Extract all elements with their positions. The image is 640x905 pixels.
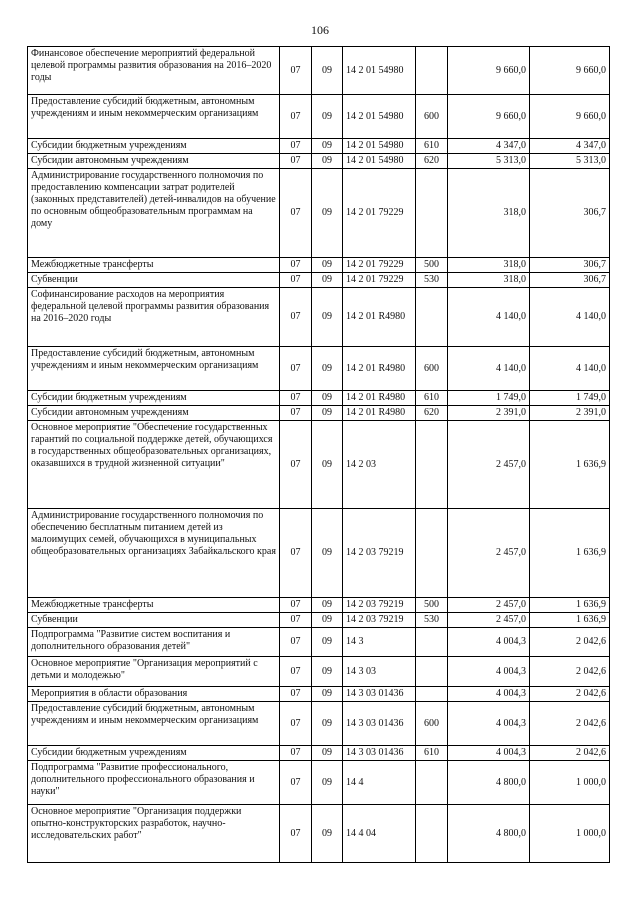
table-row xyxy=(28,258,610,273)
table-row xyxy=(28,391,610,406)
row-expense-type xyxy=(416,687,448,702)
row-subsection: 09 xyxy=(312,702,343,746)
row-section: 07 xyxy=(280,421,312,509)
table-row xyxy=(28,702,610,746)
row-amount-1: 4 347,0 xyxy=(448,139,530,154)
row-expense-type: 600 xyxy=(416,702,448,746)
row-name: Администрирование государственного полномочия по предоставлению компенсации затрат родителей (законных представителей) детей-инвалидов на обучение по основным общеобразовательным программам на дому xyxy=(28,169,280,258)
row-expense-type xyxy=(416,761,448,805)
table-row xyxy=(28,657,610,687)
row-section: 07 xyxy=(280,598,312,613)
row-expense-type xyxy=(416,47,448,95)
row-target-article: 14 3 xyxy=(343,628,416,657)
row-subsection: 09 xyxy=(312,761,343,805)
row-amount-1: 5 313,0 xyxy=(448,154,530,169)
row-name: Мероприятия в области образования xyxy=(28,687,280,702)
row-name: Субвенции xyxy=(28,273,280,288)
row-amount-1: 4 800,0 xyxy=(448,761,530,805)
row-amount-2: 5 313,0 xyxy=(530,154,610,169)
row-expense-type: 500 xyxy=(416,258,448,273)
row-amount-1: 318,0 xyxy=(448,273,530,288)
table-row xyxy=(28,95,610,139)
table-row xyxy=(28,169,610,258)
row-subsection: 09 xyxy=(312,687,343,702)
row-target-article: 14 3 03 01436 xyxy=(343,687,416,702)
row-target-article: 14 2 01 54980 xyxy=(343,154,416,169)
row-section: 07 xyxy=(280,687,312,702)
row-amount-1: 1 749,0 xyxy=(448,391,530,406)
row-target-article: 14 2 01 54980 xyxy=(343,47,416,95)
table-row xyxy=(28,347,610,391)
row-section: 07 xyxy=(280,509,312,598)
row-expense-type: 530 xyxy=(416,273,448,288)
row-amount-2: 9 660,0 xyxy=(530,95,610,139)
row-amount-2: 2 391,0 xyxy=(530,406,610,421)
row-name: Межбюджетные трансферты xyxy=(28,598,280,613)
row-amount-2: 2 042,6 xyxy=(530,628,610,657)
row-subsection: 09 xyxy=(312,347,343,391)
row-amount-2: 2 042,6 xyxy=(530,746,610,761)
row-section: 07 xyxy=(280,406,312,421)
row-section: 07 xyxy=(280,169,312,258)
table-row xyxy=(28,613,610,628)
row-target-article: 14 2 01 54980 xyxy=(343,95,416,139)
row-amount-2: 1 636,9 xyxy=(530,598,610,613)
row-subsection: 09 xyxy=(312,657,343,687)
row-target-article: 14 2 03 79219 xyxy=(343,598,416,613)
row-name: Субсидии бюджетным учреждениям xyxy=(28,391,280,406)
row-name: Основное мероприятие "Обеспечение государственных гарантий по социальной поддержке детей, обучающихся в государственных общеобразовательных организациях, оказавшихся в трудной жизненной ситуации" xyxy=(28,421,280,509)
row-name: Основное мероприятие "Организация поддержки опытно-конструкторских разработок, научно-исследовательских работ" xyxy=(28,805,280,863)
row-subsection: 09 xyxy=(312,47,343,95)
row-subsection: 09 xyxy=(312,273,343,288)
table-row xyxy=(28,288,610,347)
row-amount-2: 4 140,0 xyxy=(530,347,610,391)
row-amount-2: 4 347,0 xyxy=(530,139,610,154)
row-section: 07 xyxy=(280,805,312,863)
row-subsection: 09 xyxy=(312,258,343,273)
row-name: Подпрограмма "Развитие профессионального, дополнительного профессионального образования и науки" xyxy=(28,761,280,805)
table-row xyxy=(28,805,610,863)
row-name: Предоставление субсидий бюджетным, автономным учреждениям и иным некоммерческим организациям xyxy=(28,347,280,391)
table-row xyxy=(28,509,610,598)
row-subsection: 09 xyxy=(312,613,343,628)
row-expense-type: 610 xyxy=(416,139,448,154)
row-amount-1: 318,0 xyxy=(448,258,530,273)
row-subsection: 09 xyxy=(312,406,343,421)
row-target-article: 14 4 04 xyxy=(343,805,416,863)
row-expense-type: 530 xyxy=(416,613,448,628)
row-section: 07 xyxy=(280,47,312,95)
row-section: 07 xyxy=(280,628,312,657)
row-target-article: 14 2 01 R4980 xyxy=(343,288,416,347)
row-amount-1: 4 800,0 xyxy=(448,805,530,863)
table-row xyxy=(28,598,610,613)
row-section: 07 xyxy=(280,347,312,391)
row-expense-type xyxy=(416,628,448,657)
row-name: Субсидии автономным учреждениям xyxy=(28,154,280,169)
row-target-article: 14 2 01 79229 xyxy=(343,273,416,288)
row-amount-2: 1 636,9 xyxy=(530,509,610,598)
row-expense-type: 620 xyxy=(416,154,448,169)
row-amount-1: 2 457,0 xyxy=(448,421,530,509)
table-row xyxy=(28,628,610,657)
row-amount-1: 4 004,3 xyxy=(448,702,530,746)
row-subsection: 09 xyxy=(312,169,343,258)
table-row xyxy=(28,406,610,421)
row-section: 07 xyxy=(280,154,312,169)
row-amount-1: 2 457,0 xyxy=(448,613,530,628)
row-section: 07 xyxy=(280,95,312,139)
row-target-article: 14 3 03 xyxy=(343,657,416,687)
row-section: 07 xyxy=(280,761,312,805)
row-name: Подпрограмма "Развитие систем воспитания и дополнительного образования детей" xyxy=(28,628,280,657)
row-subsection: 09 xyxy=(312,746,343,761)
row-amount-2: 1 749,0 xyxy=(530,391,610,406)
row-subsection: 09 xyxy=(312,288,343,347)
row-section: 07 xyxy=(280,613,312,628)
row-expense-type xyxy=(416,421,448,509)
row-amount-1: 2 457,0 xyxy=(448,509,530,598)
row-name: Субвенции xyxy=(28,613,280,628)
row-subsection: 09 xyxy=(312,154,343,169)
row-section: 07 xyxy=(280,746,312,761)
row-target-article: 14 2 01 54980 xyxy=(343,139,416,154)
row-subsection: 09 xyxy=(312,805,343,863)
row-subsection: 09 xyxy=(312,421,343,509)
row-expense-type: 620 xyxy=(416,406,448,421)
row-amount-1: 4 004,3 xyxy=(448,628,530,657)
row-section: 07 xyxy=(280,139,312,154)
row-amount-1: 318,0 xyxy=(448,169,530,258)
row-target-article: 14 2 03 79219 xyxy=(343,509,416,598)
row-expense-type xyxy=(416,288,448,347)
row-subsection: 09 xyxy=(312,95,343,139)
row-amount-1: 4 140,0 xyxy=(448,347,530,391)
table-row xyxy=(28,761,610,805)
row-amount-2: 9 660,0 xyxy=(530,47,610,95)
row-amount-2: 1 000,0 xyxy=(530,761,610,805)
row-subsection: 09 xyxy=(312,509,343,598)
row-amount-1: 9 660,0 xyxy=(448,95,530,139)
row-target-article: 14 2 03 xyxy=(343,421,416,509)
row-expense-type xyxy=(416,509,448,598)
row-expense-type xyxy=(416,805,448,863)
table-row xyxy=(28,47,610,95)
row-target-article: 14 2 01 R4980 xyxy=(343,391,416,406)
row-amount-1: 4 004,3 xyxy=(448,746,530,761)
row-amount-2: 4 140,0 xyxy=(530,288,610,347)
row-target-article: 14 3 03 01436 xyxy=(343,746,416,761)
table-row xyxy=(28,154,610,169)
row-target-article: 14 2 01 R4980 xyxy=(343,406,416,421)
row-name: Субсидии бюджетным учреждениям xyxy=(28,139,280,154)
row-amount-1: 9 660,0 xyxy=(448,47,530,95)
row-amount-2: 306,7 xyxy=(530,273,610,288)
row-target-article: 14 2 01 79229 xyxy=(343,169,416,258)
row-amount-1: 2 457,0 xyxy=(448,598,530,613)
table-row xyxy=(28,139,610,154)
table-row xyxy=(28,421,610,509)
row-target-article: 14 2 03 79219 xyxy=(343,613,416,628)
row-name: Субсидии автономным учреждениям xyxy=(28,406,280,421)
row-expense-type: 610 xyxy=(416,746,448,761)
budget-table-body xyxy=(28,47,610,863)
row-name: Предоставление субсидий бюджетным, автономным учреждениям и иным некоммерческим организациям xyxy=(28,702,280,746)
row-name: Администрирование государственного полномочия по обеспечению бесплатным питанием детей из малоимущих семей, обучающихся в муниципальных общеобразовательных организациях Забайкальского края xyxy=(28,509,280,598)
row-amount-1: 4 004,3 xyxy=(448,687,530,702)
row-section: 07 xyxy=(280,702,312,746)
row-subsection: 09 xyxy=(312,139,343,154)
row-name: Софинансирование расходов на мероприятия федеральной целевой программы развития образования на 2016–2020 годы xyxy=(28,288,280,347)
row-expense-type xyxy=(416,169,448,258)
row-name: Финансовое обеспечение мероприятий федеральной целевой программы развития образования на 2016–2020 годы xyxy=(28,47,280,95)
row-amount-1: 4 004,3 xyxy=(448,657,530,687)
row-section: 07 xyxy=(280,288,312,347)
row-amount-2: 306,7 xyxy=(530,169,610,258)
row-amount-2: 1 636,9 xyxy=(530,421,610,509)
row-amount-1: 4 140,0 xyxy=(448,288,530,347)
row-amount-2: 2 042,6 xyxy=(530,657,610,687)
page-number: 106 xyxy=(311,23,329,37)
row-expense-type: 600 xyxy=(416,95,448,139)
row-amount-2: 1 000,0 xyxy=(530,805,610,863)
row-target-article: 14 4 xyxy=(343,761,416,805)
table-row xyxy=(28,746,610,761)
row-amount-2: 2 042,6 xyxy=(530,687,610,702)
row-section: 07 xyxy=(280,657,312,687)
budget-table xyxy=(27,46,610,863)
row-section: 07 xyxy=(280,273,312,288)
row-name: Основное мероприятие "Организация мероприятий с детьми и молодежью" xyxy=(28,657,280,687)
table-row xyxy=(28,273,610,288)
row-name: Предоставление субсидий бюджетным, автономным учреждениям и иным некоммерческим организациям xyxy=(28,95,280,139)
row-name: Субсидии бюджетным учреждениям xyxy=(28,746,280,761)
row-subsection: 09 xyxy=(312,598,343,613)
row-expense-type: 500 xyxy=(416,598,448,613)
row-amount-2: 2 042,6 xyxy=(530,702,610,746)
row-expense-type xyxy=(416,657,448,687)
row-subsection: 09 xyxy=(312,628,343,657)
row-expense-type: 610 xyxy=(416,391,448,406)
row-amount-2: 306,7 xyxy=(530,258,610,273)
row-subsection: 09 xyxy=(312,391,343,406)
row-amount-1: 2 391,0 xyxy=(448,406,530,421)
row-target-article: 14 2 01 R4980 xyxy=(343,347,416,391)
row-name: Межбюджетные трансферты xyxy=(28,258,280,273)
row-expense-type: 600 xyxy=(416,347,448,391)
row-target-article: 14 3 03 01436 xyxy=(343,702,416,746)
table-row xyxy=(28,687,610,702)
row-target-article: 14 2 01 79229 xyxy=(343,258,416,273)
row-section: 07 xyxy=(280,258,312,273)
row-section: 07 xyxy=(280,391,312,406)
row-amount-2: 1 636,9 xyxy=(530,613,610,628)
